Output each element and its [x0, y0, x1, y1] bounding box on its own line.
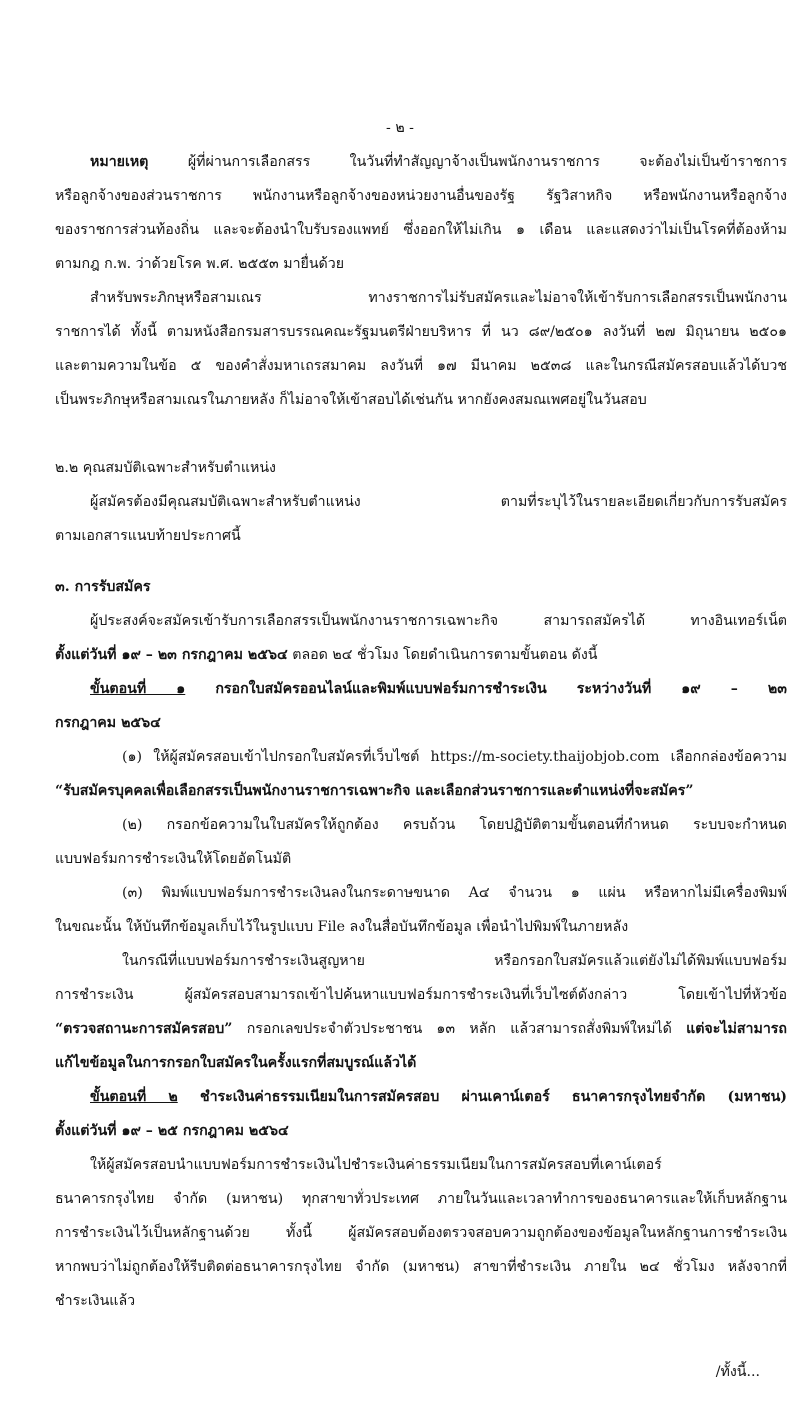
step1-item3-line-1: (๓) พิมพ์แบบฟอร์มการชำระเงินลงในกระดาษขนาด A๔ จำนวน ๑ แผ่น หรือหากไม่มีเครื่องพิมพ์ — [122, 885, 787, 901]
lost-form-warning: แต่จะไม่สามารถ — [686, 1021, 787, 1037]
step1-heading-line-1 — [90, 675, 787, 703]
application-period: ตั้งแต่วันที่ ๑๙ – ๒๓ กรกฎาคม ๒๕๖๔ — [55, 647, 288, 663]
step2-label: ขั้นตอนที่ ๒ — [90, 1089, 178, 1105]
lost-form-text: กรอกเลขประจำตัวประชาชน ๑๓ หลัก แล้วสามารถสั่งพิมพ์ใหม่ได้ — [232, 1021, 687, 1037]
lost-form-line-4: แก้ไขข้อมูลในการกรอกใบสมัครในครั้งแรกที่สมบูรณ์แล้วได้ — [55, 1055, 417, 1071]
sec22-line-1: ผู้สมัครต้องมีคุณสมบัติเฉพาะสำหรับตำแหน่ง ตามที่ระบุไว้ในรายละเอียดเกี่ยวกับการรับสมัคร — [90, 494, 787, 510]
sec3-intro-line-1: ผู้ประสงค์จะสมัครเข้ารับการเลือกสรรเป็นพนักงานราชการเฉพาะกิจ สามารถสมัครได้ ทางอินเทอร์เน็ต — [90, 613, 787, 629]
step2-heading-line-1 — [90, 1083, 787, 1111]
sec3-intro-rest: ตลอด ๒๔ ชั่วโมง โดยดำเนินการตามขั้นตอน ดังนี้ — [287, 647, 598, 663]
section-3-heading: ๓. การรับสมัคร — [55, 579, 151, 595]
step1-item1-line-1: (๑) ให้ผู้สมัครสอบเข้าไปกรอกใบสมัครที่เว็บไซต์ https://m-society.thaijobjob.com เลือกกล่องข้อความ — [122, 749, 787, 765]
page-number: - ๒ - — [386, 120, 414, 136]
step1-item2-line-1: (๒) กรอกข้อความในใบสมัครให้ถูกต้อง ครบถ้วน โดยปฏิบัติตามขั้นตอนที่กำหนด ระบบจะกำหนด — [122, 817, 787, 833]
lost-form-line-3 — [55, 1015, 787, 1043]
monk-line-1: สำหรับพระภิกษุหรือสามเณร ทางราชการไม่รับสมัครและไม่อาจให้เข้ารับการเลือกสรรเป็นพนักงาน — [90, 290, 787, 306]
monk-line-4: เป็นพระภิกษุหรือสามเณรในภายหลัง ก็ไม่อาจให้เข้าสอบได้เช่นกัน หากยังคงสมณเพศอยู่ในวันสอบ — [55, 392, 647, 408]
note-line-1 — [90, 148, 787, 176]
sec22-line-2: ตามเอกสารแนบท้ายประกาศนี้ — [55, 528, 241, 544]
check-status-topic: “ตรวจสถานะการสมัครสอบ” — [55, 1021, 233, 1037]
step2-line-2: ธนาคารกรุงไทย จำกัด (มหาชน) ทุกสาขาทั่วประเทศ ภายในวันและเวลาทำการของธนาคารและให้เก็บหลักฐาน — [55, 1191, 787, 1207]
sec3-intro-line-2 — [55, 641, 787, 669]
note-line-3: ของราชการส่วนท้องถิ่น และจะต้องนำใบรับรองแพทย์ ซึ่งออกให้ไม่เกิน ๑ เดือน และแสดงว่าไม่เป็นโรคที่ต้องห้าม — [55, 222, 787, 238]
monk-line-2: ราชการได้ ทั้งนี้ ตามหนังสือกรมสารบรรณคณะรัฐมนตรีฝ่ายบริหาร ที่ นว ๘๙/๒๕๐๑ ลงวันที่ ๒๗ มิถุนายน ๒๕๐๑ — [55, 324, 787, 340]
step2-line-4: หากพบว่าไม่ถูกต้องให้รีบติดต่อธนาคารกรุงไทย จำกัด (มหาชน) สาขาที่ชำระเงิน ภายใน ๒๔ ชั่วโมง หลังจากที่ — [55, 1259, 787, 1275]
step1-item3-line-2: ในขณะนั้น ให้บันทึกข้อมูลเก็บไว้ในรูปแบบ File ลงในสื่อบันทึกข้อมูล เพื่อนำไปพิมพ์ในภายหลัง — [55, 919, 629, 935]
lost-form-line-1: ในกรณีที่แบบฟอร์มการชำระเงินสูญหาย หรือกรอกใบสมัครแล้วแต่ยังไม่ได้พิมพ์แบบฟอร์ม — [122, 953, 787, 969]
note-line-2: หรือลูกจ้างของส่วนราชการ พนักงานหรือลูกจ้างของหน่วยงานอื่นของรัฐ รัฐวิสาหกิจ หรือพนักงานหรือลูกจ้าง — [55, 188, 787, 204]
step2-title: ชำระเงินค่าธรรมเนียมในการสมัครสอบ ผ่านเคาน์เตอร์ ธนาคารกรุงไทยจำกัด (มหาชน) — [177, 1089, 787, 1105]
step1-title: กรอกใบสมัครออนไลน์และพิมพ์แบบฟอร์มการชำระเงิน ระหว่างวันที่ ๑๙ – ๒๓ — [185, 681, 787, 697]
lost-form-line-2: การชำระเงิน ผู้สมัครสอบสามารถเข้าไปค้นหาแบบฟอร์มการชำระเงินที่เว็บไซต์ดังกล่าว โดยเข้าไปที่หัวข้อ — [55, 987, 787, 1003]
step2-line-3: การชำระเงินไว้เป็นหลักฐานด้วย ทั้งนี้ ผู้สมัครสอบต้องตรวจสอบความถูกต้องของข้อมูลในหลักฐานการชำระเงิน — [55, 1225, 787, 1241]
note-text-1: ผู้ที่ผ่านการเลือกสรร ในวันที่ทำสัญญาจ้างเป็นพนักงานราชการ จะต้องไม่เป็นข้าราชการ — [187, 154, 787, 170]
section-2-2-heading: ๒.๒ คุณสมบัติเฉพาะสำหรับตำแหน่ง — [55, 460, 276, 476]
step1-item1-line-2: “รับสมัครบุคคลเพื่อเลือกสรรเป็นพนักงานราชการเฉพาะกิจ และเลือกส่วนราชการและตำแหน่งที่จะสมัคร” — [55, 783, 694, 799]
step1-heading-line-2: กรกฎาคม ๒๕๖๔ — [55, 715, 161, 731]
step2-line-1: ให้ผู้สมัครสอบนำแบบฟอร์มการชำระเงินไปชำระเงินค่าธรรมเนียมในการสมัครสอบที่เคาน์เตอร์ — [90, 1157, 662, 1173]
step1-item2-line-2: แบบฟอร์มการชำระเงินให้โดยอัตโนมัติ — [55, 851, 292, 867]
step1-label: ขั้นตอนที่ ๑ — [90, 681, 186, 697]
continuation-marker: /ทั้งนี้... — [715, 1364, 760, 1380]
monk-line-3: และตามความในข้อ ๕ ของคำสั่งมหาเถรสมาคม ลงวันที่ ๑๗ มีนาคม ๒๕๓๘ และในกรณีสมัครสอบแล้วได้บวช — [55, 358, 787, 374]
note-label: หมายเหตุ — [90, 154, 149, 170]
step2-line-5: ชำระเงินแล้ว — [55, 1293, 136, 1309]
step2-heading-line-2: ตั้งแต่วันที่ ๑๙ – ๒๕ กรกฎาคม ๒๕๖๔ — [55, 1123, 289, 1139]
note-line-4: ตามกฎ ก.พ. ว่าด้วยโรค พ.ศ. ๒๕๕๓ มายื่นด้วย — [55, 256, 345, 272]
